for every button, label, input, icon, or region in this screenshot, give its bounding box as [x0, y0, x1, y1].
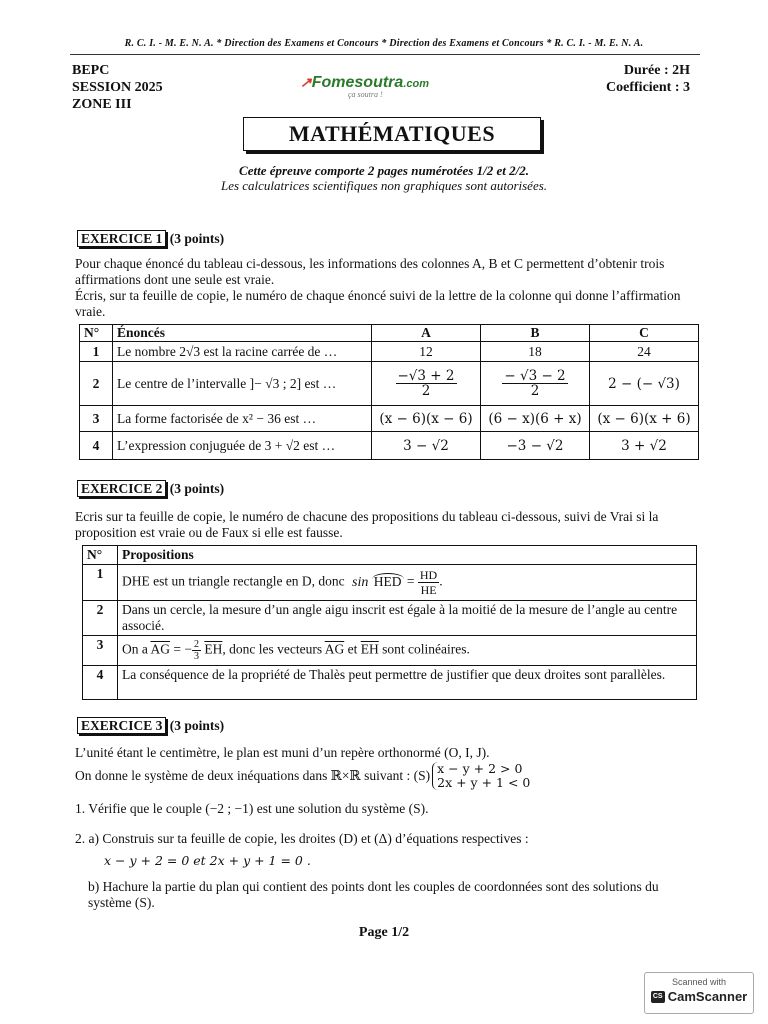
inequation-1: x − y + 2 > 0	[437, 761, 523, 776]
equals-minus: = −	[173, 641, 192, 657]
row-number: 2	[83, 601, 118, 636]
vector-eh: $\overline{EH}$	[204, 641, 223, 657]
exercise-3-line-1: L’unité étant le centimètre, le plan est muni d’un repère orthonormé (O, I, J).	[75, 745, 490, 760]
header-top-line: R. C. I. - M. E. N. A. * Direction des Examens et Concours * Direction des Examens et Concours * R. C. I. - M. E. N. A.	[124, 38, 644, 49]
row-statement: L’expression conjuguée de 3 + √2 est …	[113, 432, 372, 460]
exam-info	[72, 62, 163, 113]
vector-eh: $\overline{EH}$	[360, 641, 379, 657]
subject-title: MATHÉMATIQUES	[243, 117, 541, 151]
row-choice-c: 3 + √2	[590, 432, 699, 460]
pages-note: Cette épreuve comporte 2 pages numérotées 1/2 et 2/2.	[239, 163, 529, 178]
angle-hed: HED	[373, 573, 402, 589]
row-statement: Le centre de l’intervalle ]− √3 ; 2] est …	[113, 362, 372, 406]
camscanner-logo-icon: CS	[651, 991, 665, 1003]
row-choice-b: 18	[481, 342, 590, 362]
table-row	[80, 432, 699, 460]
exercise-1-label: EXERCICE 1	[77, 230, 166, 247]
col-header-statements: Énoncés	[113, 325, 372, 342]
proposition-text: sont colinéaires.	[382, 641, 470, 657]
col-header-b: B	[481, 325, 590, 342]
exercise-2-points: (3 points)	[169, 481, 225, 496]
exercise-2-heading	[77, 480, 224, 497]
exercise-1-points: (3 points)	[169, 231, 225, 246]
exam-meta	[606, 62, 690, 96]
row-number: 4	[80, 432, 113, 460]
row-statement: La forme factorisée de x² − 36 est …	[113, 406, 372, 432]
row-choice-a: 12	[372, 342, 481, 362]
fraction-denominator: 3	[194, 651, 199, 662]
fraction-numerator: −√3 + 2	[397, 368, 455, 384]
proposition-text: et	[347, 641, 358, 657]
end-period: .	[439, 573, 443, 589]
fomesoutra-logo	[300, 74, 429, 99]
table-row	[83, 666, 697, 700]
exercise-2-label: EXERCICE 2	[77, 480, 166, 497]
scanner-caption: Scanned with	[671, 977, 727, 987]
col-header-c: C	[590, 325, 699, 342]
col-header-number: N°	[80, 325, 113, 342]
exercise-3-heading	[77, 717, 224, 734]
logo-tagline: ça soutra !	[348, 90, 383, 99]
logo-text: Fomesoutra	[311, 74, 404, 91]
exercise-1-intro-2: Écris, sur ta feuille de copie, le numéro de chaque énoncé suivi de la lettre de la colonne qui donne l’affirmation vraie.	[75, 288, 681, 319]
table-row	[83, 636, 697, 666]
proposition-1	[118, 565, 697, 601]
fraction-numerator: 2	[194, 639, 199, 650]
row-choice-c: 2 − (− √3)	[590, 362, 699, 406]
inequation-2: 2x + y + 1 < 0	[437, 775, 531, 790]
question-2b: b) Hachure la partie du plan qui contient des points dont les couples de coordonnées sont des solutions du système (S).	[88, 879, 659, 910]
exam-coefficient: Coefficient : 3	[606, 80, 690, 95]
proposition-text: On a	[122, 641, 148, 657]
header-rule	[70, 54, 700, 55]
equals-sign: =	[406, 573, 415, 589]
row-statement: Le nombre 2√3 est la racine carrée de …	[113, 342, 372, 362]
fraction-denominator: 2	[421, 383, 431, 399]
row-number: 4	[83, 666, 118, 700]
system-intro: On donne le système de deux inéquations dans ℝ×ℝ suivant : (S)	[75, 768, 431, 783]
proposition-text: , donc les vecteurs	[222, 641, 323, 657]
row-choice-b	[481, 362, 590, 406]
logo-domain: .com	[403, 78, 429, 90]
row-choice-a: (x − 6)(x − 6)	[372, 406, 481, 432]
exercise-2-table	[82, 545, 697, 700]
question-1: 1. Vérifie que le couple (−2 ; −1) est une solution du système (S).	[75, 801, 429, 816]
proposition-2: Dans un cercle, la mesure d’un angle aigu inscrit est égale à la moitié de la mesure de l’angle au centre associé.	[118, 601, 697, 636]
col-header-number: N°	[83, 546, 118, 565]
exam-zone: ZONE III	[72, 97, 132, 112]
row-choice-a: 3 − √2	[372, 432, 481, 460]
question-2a: 2. a) Construis sur ta feuille de copie, les droites (D) et (Δ) d’équations respectives :	[75, 831, 529, 846]
exam-duration: Durée : 2H	[623, 63, 690, 78]
table-row	[80, 406, 699, 432]
sin-function: sin	[352, 574, 369, 590]
exercise-2-intro: Ecris sur ta feuille de copie, le numéro de chacune des propositions du tableau ci-dessous, suivi de Vrai si la proposition est vraie ou de Faux si elle est fausse.	[75, 509, 659, 540]
fraction-denominator: HE	[420, 583, 437, 597]
proposition-3	[118, 636, 697, 666]
page-number: Page 1/2	[358, 925, 410, 940]
logo-arrow-icon: ↗	[300, 74, 312, 90]
exercise-3-label: EXERCICE 3	[77, 717, 166, 734]
col-header-a: A	[372, 325, 481, 342]
inequation-system	[432, 762, 530, 790]
question-2a-equations: x − y + 2 = 0 et 2x + y + 1 = 0 .	[104, 853, 311, 868]
table-row	[83, 601, 697, 636]
vector-ag: $\overline{AG}$	[150, 641, 171, 657]
fraction-denominator: 2	[530, 383, 540, 399]
col-header-propositions: Propositions	[118, 546, 697, 565]
vector-ag: $\overline{AG}$	[324, 641, 345, 657]
row-choice-b: (6 − x)(6 + x)	[481, 406, 590, 432]
exam-name: BEPC	[72, 63, 110, 78]
row-choice-a	[372, 362, 481, 406]
exercise-1-intro-1: Pour chaque énoncé du tableau ci-dessous, les informations des colonnes A, B et C permettent d’obtenir trois affirmations dont une seule est vraie.	[75, 256, 665, 287]
exam-session: SESSION 2025	[72, 80, 163, 95]
table-row	[80, 342, 699, 362]
exercise-1-table	[79, 324, 699, 460]
fraction-numerator: − √3 − 2	[504, 368, 566, 384]
proposition-4: La conséquence de la propriété de Thalès peut permettre de justifier que deux droites sont parallèles.	[118, 666, 697, 700]
exercise-3-points: (3 points)	[169, 718, 225, 733]
camscanner-watermark	[644, 972, 754, 1014]
table-row	[80, 362, 699, 406]
row-number: 3	[83, 636, 118, 666]
row-choice-b: −3 − √2	[481, 432, 590, 460]
scanner-name: CamScanner	[667, 989, 748, 1004]
exercise-1-heading	[77, 230, 224, 247]
calculator-note: Les calculatrices scientifiques non graphiques sont autorisées.	[220, 178, 548, 193]
row-number: 1	[80, 342, 113, 362]
table-row	[83, 565, 697, 601]
row-number: 1	[83, 565, 118, 601]
row-choice-c: (x − 6)(x + 6)	[590, 406, 699, 432]
row-number: 2	[80, 362, 113, 406]
row-number: 3	[80, 406, 113, 432]
proposition-text: DHE est un triangle rectangle en D, donc	[122, 573, 345, 589]
exercise-3-system	[75, 762, 695, 790]
row-choice-c: 24	[590, 342, 699, 362]
fraction-numerator: HD	[419, 568, 438, 582]
